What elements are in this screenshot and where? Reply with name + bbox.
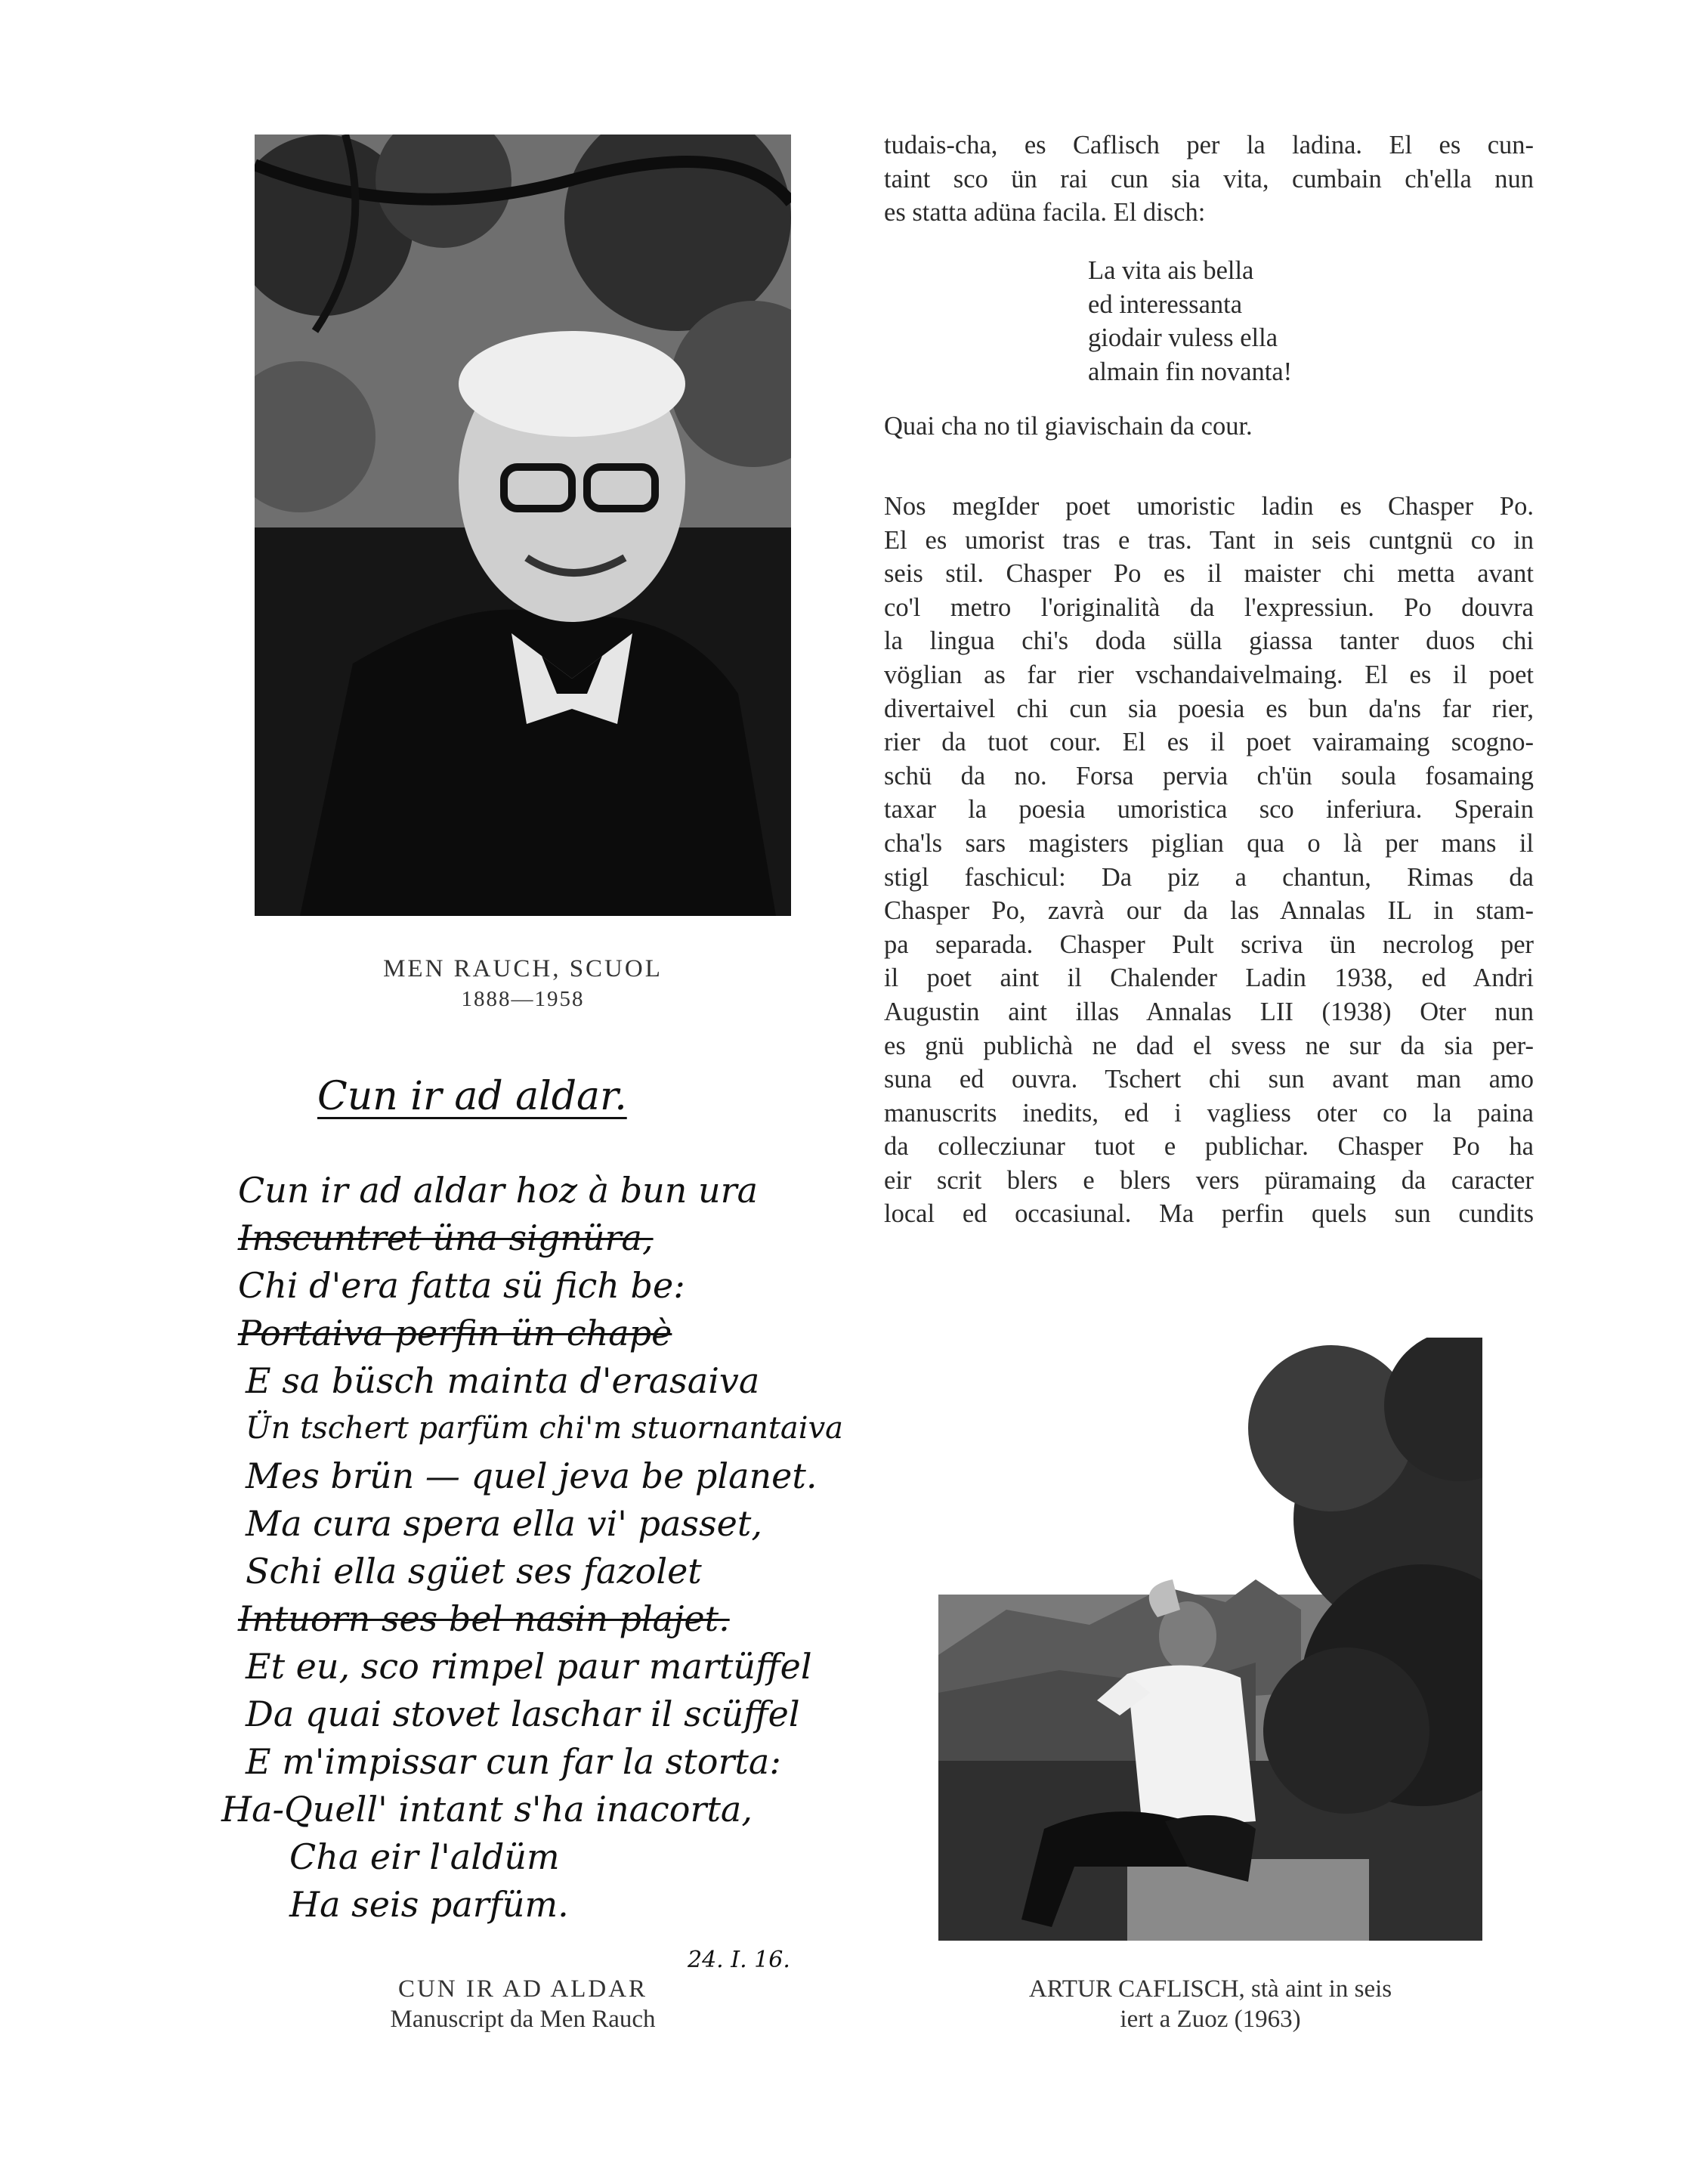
text-top bbox=[884, 128, 1534, 230]
caption-years: 1888—1958 bbox=[461, 987, 585, 1011]
text-line: Nos megIder poet umoristic ladin es Chasper Po. bbox=[884, 492, 1534, 521]
manuscript-line: Cun ir ad aldar hoz à bun ura bbox=[238, 1170, 759, 1211]
text-line: es gnü publichà ne dad el svess ne sur da sia per- bbox=[884, 1031, 1534, 1060]
manuscript-caption-title: CUN IR AD ALDAR bbox=[397, 1975, 648, 2003]
text-line: local ed occasiunal. Ma perfin quels sun cundits bbox=[884, 1199, 1534, 1229]
manuscript-line: Ha-Quell' intant s'ha inacorta, bbox=[221, 1789, 753, 1830]
manuscript-line: Inscuntret üna signüra, bbox=[238, 1217, 654, 1258]
photo-artur-caflisch bbox=[938, 1338, 1482, 1941]
manuscript-line: Ha seis parfüm. bbox=[289, 1884, 569, 1925]
text-line: schü da no. Forsa pervia ch'ün soula fosamaing bbox=[884, 761, 1534, 790]
text-line: Augustin aint illas Annalas LII (1938) Oter nun bbox=[884, 997, 1534, 1026]
manuscript-line: Ün tschert parfüm chi'm stuornantaiva bbox=[246, 1411, 844, 1446]
text-line: seis stil. Chasper Po es il maister chi metta avant bbox=[884, 559, 1534, 589]
manuscript-line: Portaiva perfin ün chapè bbox=[238, 1313, 672, 1353]
portrait-photo-men-rauch bbox=[255, 135, 791, 916]
text-line: rier da tuot cour. El es il poet vairamaing scogno- bbox=[884, 728, 1534, 757]
text-line: la lingua chi's doda süllа giassa tanter duos chi bbox=[884, 626, 1534, 656]
manuscript-line: Ma cura spera ella vi' passet, bbox=[246, 1503, 762, 1544]
text-line: pa separada. Chasper Pult scriva ün necrolog per bbox=[884, 930, 1534, 959]
caflisch-image bbox=[938, 1338, 1482, 1941]
manuscript-caption bbox=[255, 1974, 791, 2034]
portrait-image bbox=[255, 135, 791, 916]
poem-line: almain fin novanta! bbox=[1088, 357, 1293, 386]
caflisch-caption-line2: iert a Zuoz (1963) bbox=[1120, 2006, 1301, 2033]
manuscript-line: Schi ella sgüet ses fazolet bbox=[246, 1551, 702, 1592]
quoted-poem bbox=[1088, 254, 1511, 388]
poem-line: ed interessanta bbox=[1088, 289, 1243, 319]
text-line: eir scrit blers e blers vers püramaing da caracter bbox=[884, 1165, 1534, 1195]
caption-name: MEN RAUCH, SCUOL bbox=[383, 955, 663, 982]
text-line: da collecziunar tuot e publichar. Chasper Po ha bbox=[884, 1132, 1534, 1162]
manuscript-line: Cha eir l'aldüm bbox=[289, 1836, 560, 1877]
portrait-caption bbox=[255, 954, 791, 1014]
text-line: suna ed ouvra. Tschert chi sun avant man amo bbox=[884, 1065, 1534, 1094]
text-line: manuscrits inedits, ed i vagliess oter co la paina bbox=[884, 1098, 1534, 1128]
text-after-poem: Quai cha no til giavischain da cour. bbox=[884, 412, 1253, 441]
poem-line: La vita ais bella bbox=[1088, 256, 1254, 285]
text-main bbox=[884, 490, 1534, 1231]
text-line: vöglian as far rier vschandaivelmaing. El es il poet bbox=[884, 660, 1534, 689]
manuscript-line: Mes brün — quel jeva be planet. bbox=[246, 1455, 817, 1496]
text-line: El es umorist tras e tras. Tant in seis cuntgnü co in bbox=[884, 525, 1534, 555]
text-line: tudais-cha, es Caflisch per la ladina. El es cun- bbox=[884, 131, 1534, 159]
text-line: cha'ls sars magisters piglian qua o là per mans il bbox=[884, 828, 1534, 858]
manuscript-line: Da quai stovet laschar il scüffel bbox=[246, 1694, 800, 1734]
text-line: co'l metro l'originalità da l'expressiun. Po douvra bbox=[884, 592, 1534, 622]
text-line: divertaivel chi cun sia poesia es bun da'ns far rier, bbox=[884, 694, 1534, 723]
caflisch-caption bbox=[922, 1974, 1499, 2034]
manuscript-line: Intuorn ses bel nasin plajet. bbox=[238, 1598, 730, 1639]
manuscript-line: E m'impissar cun far la storta: bbox=[246, 1741, 781, 1782]
poem-line: giodair vuless ella bbox=[1088, 323, 1278, 353]
manuscript-date: 24. I. 16. bbox=[688, 1947, 790, 1973]
text-line: taxar la poesia umoristica sco inferiura. Sperain bbox=[884, 795, 1534, 824]
manuscript-line: E sa büsch mainta d'erasaiva bbox=[246, 1360, 760, 1401]
text-line: taint sco ün rai cun sia vita, cumbain ch'ella nun bbox=[884, 164, 1534, 193]
text-line: es statta adüna facila. El disch: bbox=[884, 198, 1206, 227]
manuscript-poem bbox=[221, 1073, 858, 1929]
manuscript-line: Et eu, sco rimpel paur martüffel bbox=[246, 1646, 812, 1687]
manuscript-caption-sub: Manuscript da Men Rauch bbox=[390, 2006, 656, 2033]
text-line: stigl faschicul: Da piz a chantun, Rimas da bbox=[884, 862, 1534, 892]
text-line: il poet aint il Chalender Ladin 1938, ed Andri bbox=[884, 964, 1534, 993]
manuscript-line: Chi d'era fatta sü fich be: bbox=[238, 1265, 685, 1306]
text-line: Chasper Po, zavrà our da las Annalas IL in stam- bbox=[884, 896, 1534, 926]
manuscript-title: Cun ir ad aldar. bbox=[317, 1074, 627, 1119]
caflisch-caption-line1: ARTUR CAFLISCH, stà aint in seis bbox=[1028, 1975, 1392, 2003]
